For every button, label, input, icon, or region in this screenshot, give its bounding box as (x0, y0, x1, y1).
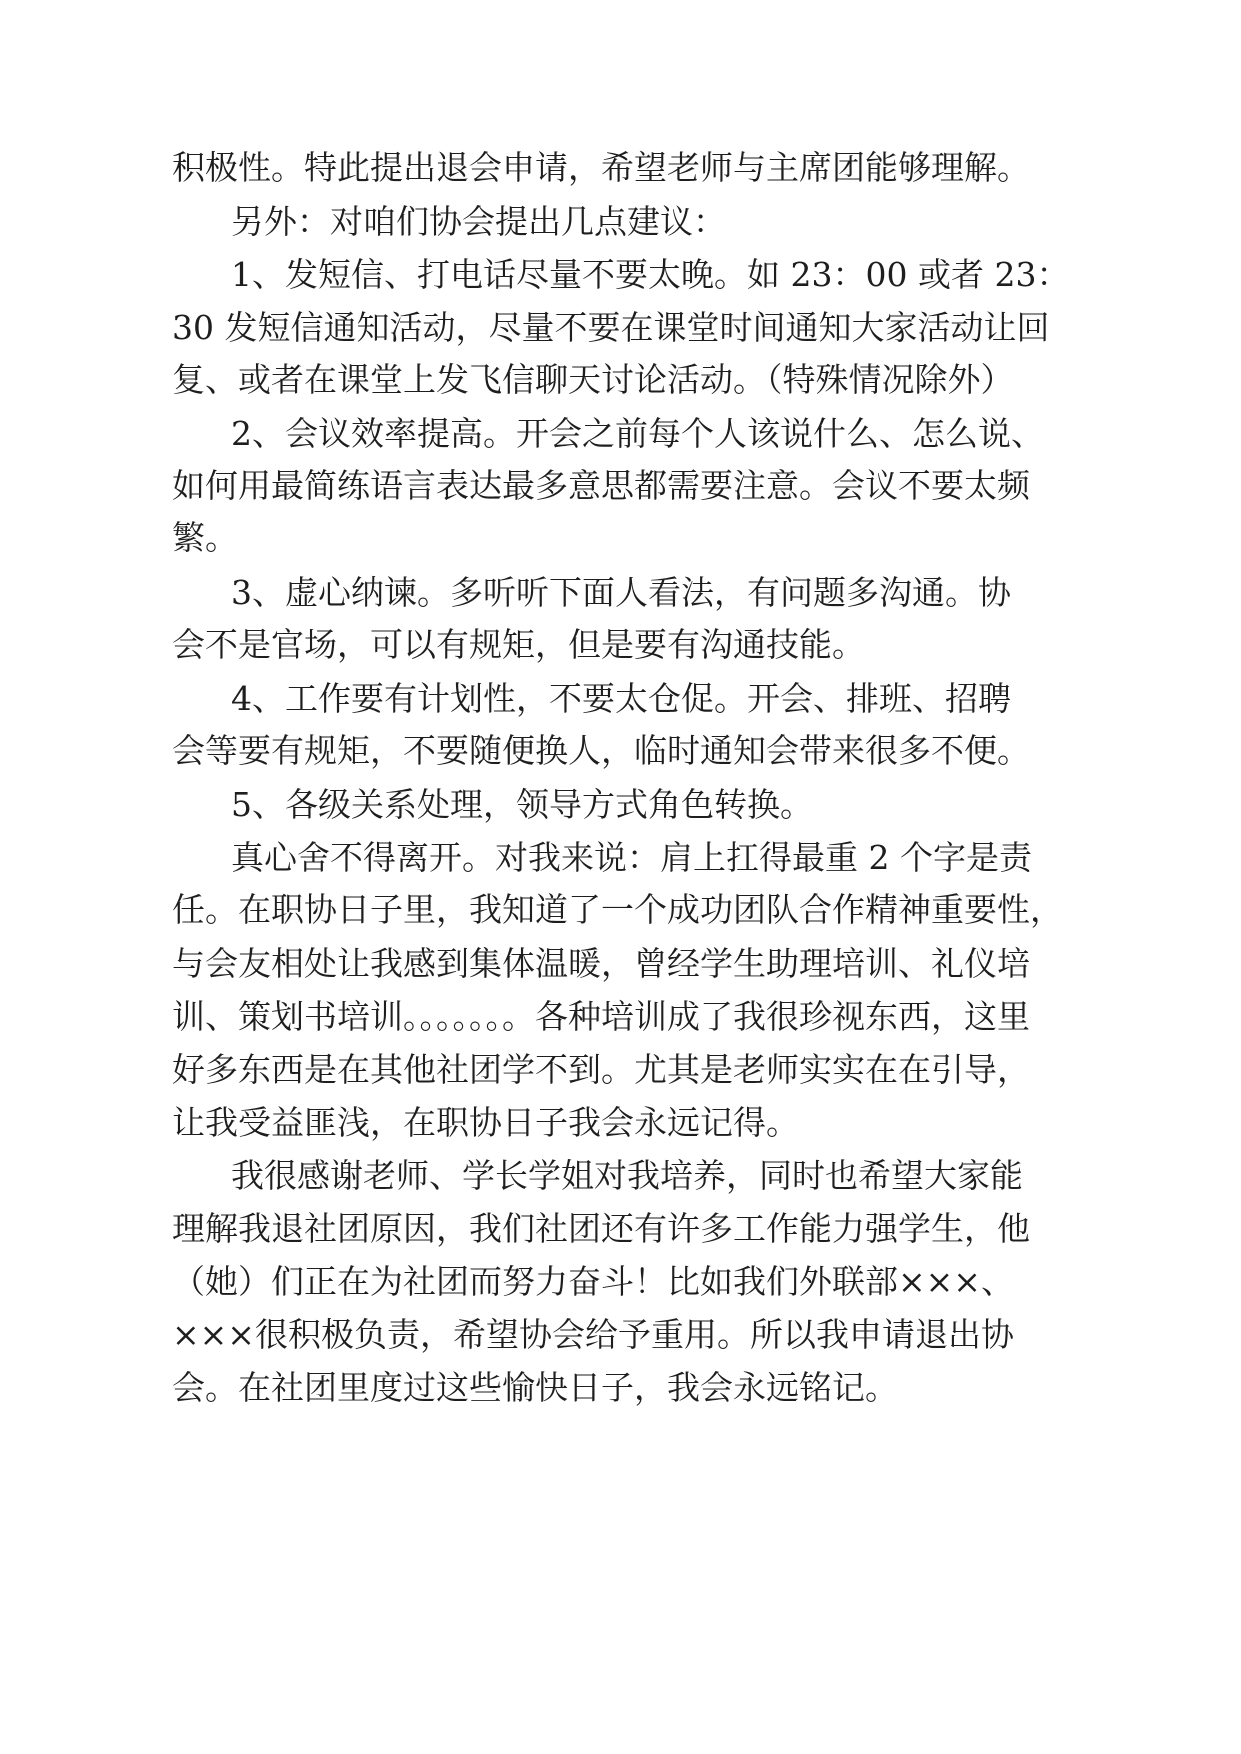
paragraph-line: 复、或者在课堂上发飞信聊天讨论活动。（特殊情况除外） (172, 360, 1014, 399)
paragraph-line: ×××很积极负责，希望协会给予重用。所以我申请退出协 (172, 1315, 1014, 1354)
paragraph-line: 另外：对咱们协会提出几点建议： (231, 202, 726, 241)
paragraph-line: 4、工作要有计划性，不要太仓促。开会、排班、招聘 (231, 679, 1011, 718)
paragraph-line: 会不是官场，可以有规矩，但是要有沟通技能。 (172, 625, 865, 664)
paragraph-line: 真心舍不得离开。对我来说：肩上扛得最重 2 个字是责 (231, 838, 1032, 877)
paragraph-line: 2、会议效率提高。开会之前每个人该说什么、怎么说、 (231, 414, 1044, 453)
paragraph-line: 如何用最简练语言表达最多意思都需要注意。会议不要太频 (172, 466, 1030, 505)
paragraph-line: 积极性。特此提出退会申请，希望老师与主席团能够理解。 (172, 148, 1030, 187)
paragraph-line: 理解我退社团原因，我们社团还有许多工作能力强学生，他 (172, 1209, 1030, 1248)
paragraph-line: 让我受益匪浅，在职协日子我会永远记得。 (172, 1103, 799, 1142)
paragraph-line: 会等要有规矩，不要随便换人，临时通知会带来很多不便。 (172, 731, 1030, 770)
paragraph-line: 繁。 (172, 518, 238, 557)
paragraph-line: 1、发短信、打电话尽量不要太晚。如 23：00 或者 23： (231, 255, 1070, 294)
paragraph-line: 我很感谢老师、学长学姐对我培养，同时也希望大家能 (231, 1156, 1023, 1195)
paragraph-line: 好多东西是在其他社团学不到。尤其是老师实实在在引导， (172, 1050, 1030, 1089)
paragraph-line: 训、策划书培训。。。。。。。各种培训成了我很珍视东西，这里 (172, 997, 1030, 1036)
paragraph-line: 30 发短信通知活动，尽量不要在课堂时间通知大家活动让回 (172, 308, 1050, 347)
paragraph-line: 3、虚心纳谏。多听听下面人看法，有问题多沟通。协 (231, 573, 1011, 612)
paragraph-line: 会。在社团里度过这些愉快日子，我会永远铭记。 (172, 1368, 898, 1407)
paragraph-line: （她）们正在为社团而努力奋斗！比如我们外联部×××、 (172, 1262, 1014, 1301)
paragraph-line: 5、各级关系处理，领导方式角色转换。 (231, 785, 813, 824)
paragraph-line: 与会友相处让我感到集体温暖，曾经学生助理培训、礼仪培 (172, 944, 1030, 983)
paragraph-line: 任。在职协日子里，我知道了一个成功团队合作精神重要性， (172, 890, 1063, 929)
